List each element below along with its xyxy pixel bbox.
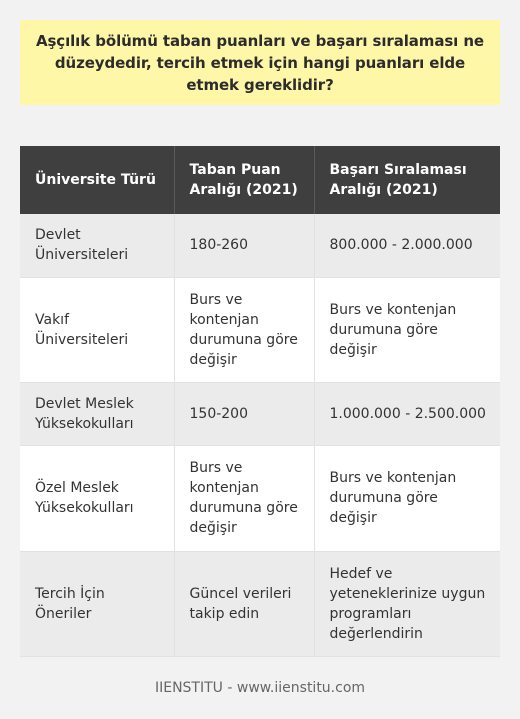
table-cell: 1.000.000 - 2.500.000 [314,382,500,445]
header-base-score-range: Taban Puan Aralığı (2021) [174,146,314,214]
table-cell: Burs ve kontenjan durumuna göre değişir [314,277,500,382]
score-table [20,146,500,657]
table-cell: Burs ve kontenjan durumuna göre değişir [314,445,500,551]
table-cell: 180-260 [174,214,314,277]
header-university-type: Üniversite Türü [20,146,174,214]
table-row [20,445,500,551]
header-success-rank-range: Başarı Sıralaması Aralığı (2021) [314,146,500,214]
table-cell: Devlet Üniversiteleri [20,214,174,277]
table-cell: 800.000 - 2.000.000 [314,214,500,277]
table-cell: Hedef ve yeteneklerinize uygun programları değerlendirin [314,551,500,656]
table-cell: Güncel verileri takip edin [174,551,314,656]
table-cell: Burs ve kontenjan durumuna göre değişir [174,445,314,551]
footer-text: IIENSTITU - www.iienstitu.com [154,680,366,696]
table-cell: Özel Meslek Yüksekokulları [20,445,174,551]
question-text: Aşçılık bölümü taban puanları ve başarı sıralaması ne düzeydedir, tercih etmek için hangi puanları elde etmek gereklidir? [35,31,485,94]
table-row [20,382,500,445]
table-cell: Burs ve kontenjan durumuna göre değişir [174,277,314,382]
table-cell: 150-200 [174,382,314,445]
table-header-row [20,146,500,214]
table-row [20,551,500,656]
table-cell: Devlet Meslek Yüksekokulları [20,382,174,445]
table-cell: Vakıf Üniversiteleri [20,277,174,382]
question-box [20,20,500,105]
table-cell: Tercih İçin Öneriler [20,551,174,656]
table-row [20,277,500,382]
table-row [20,214,500,277]
